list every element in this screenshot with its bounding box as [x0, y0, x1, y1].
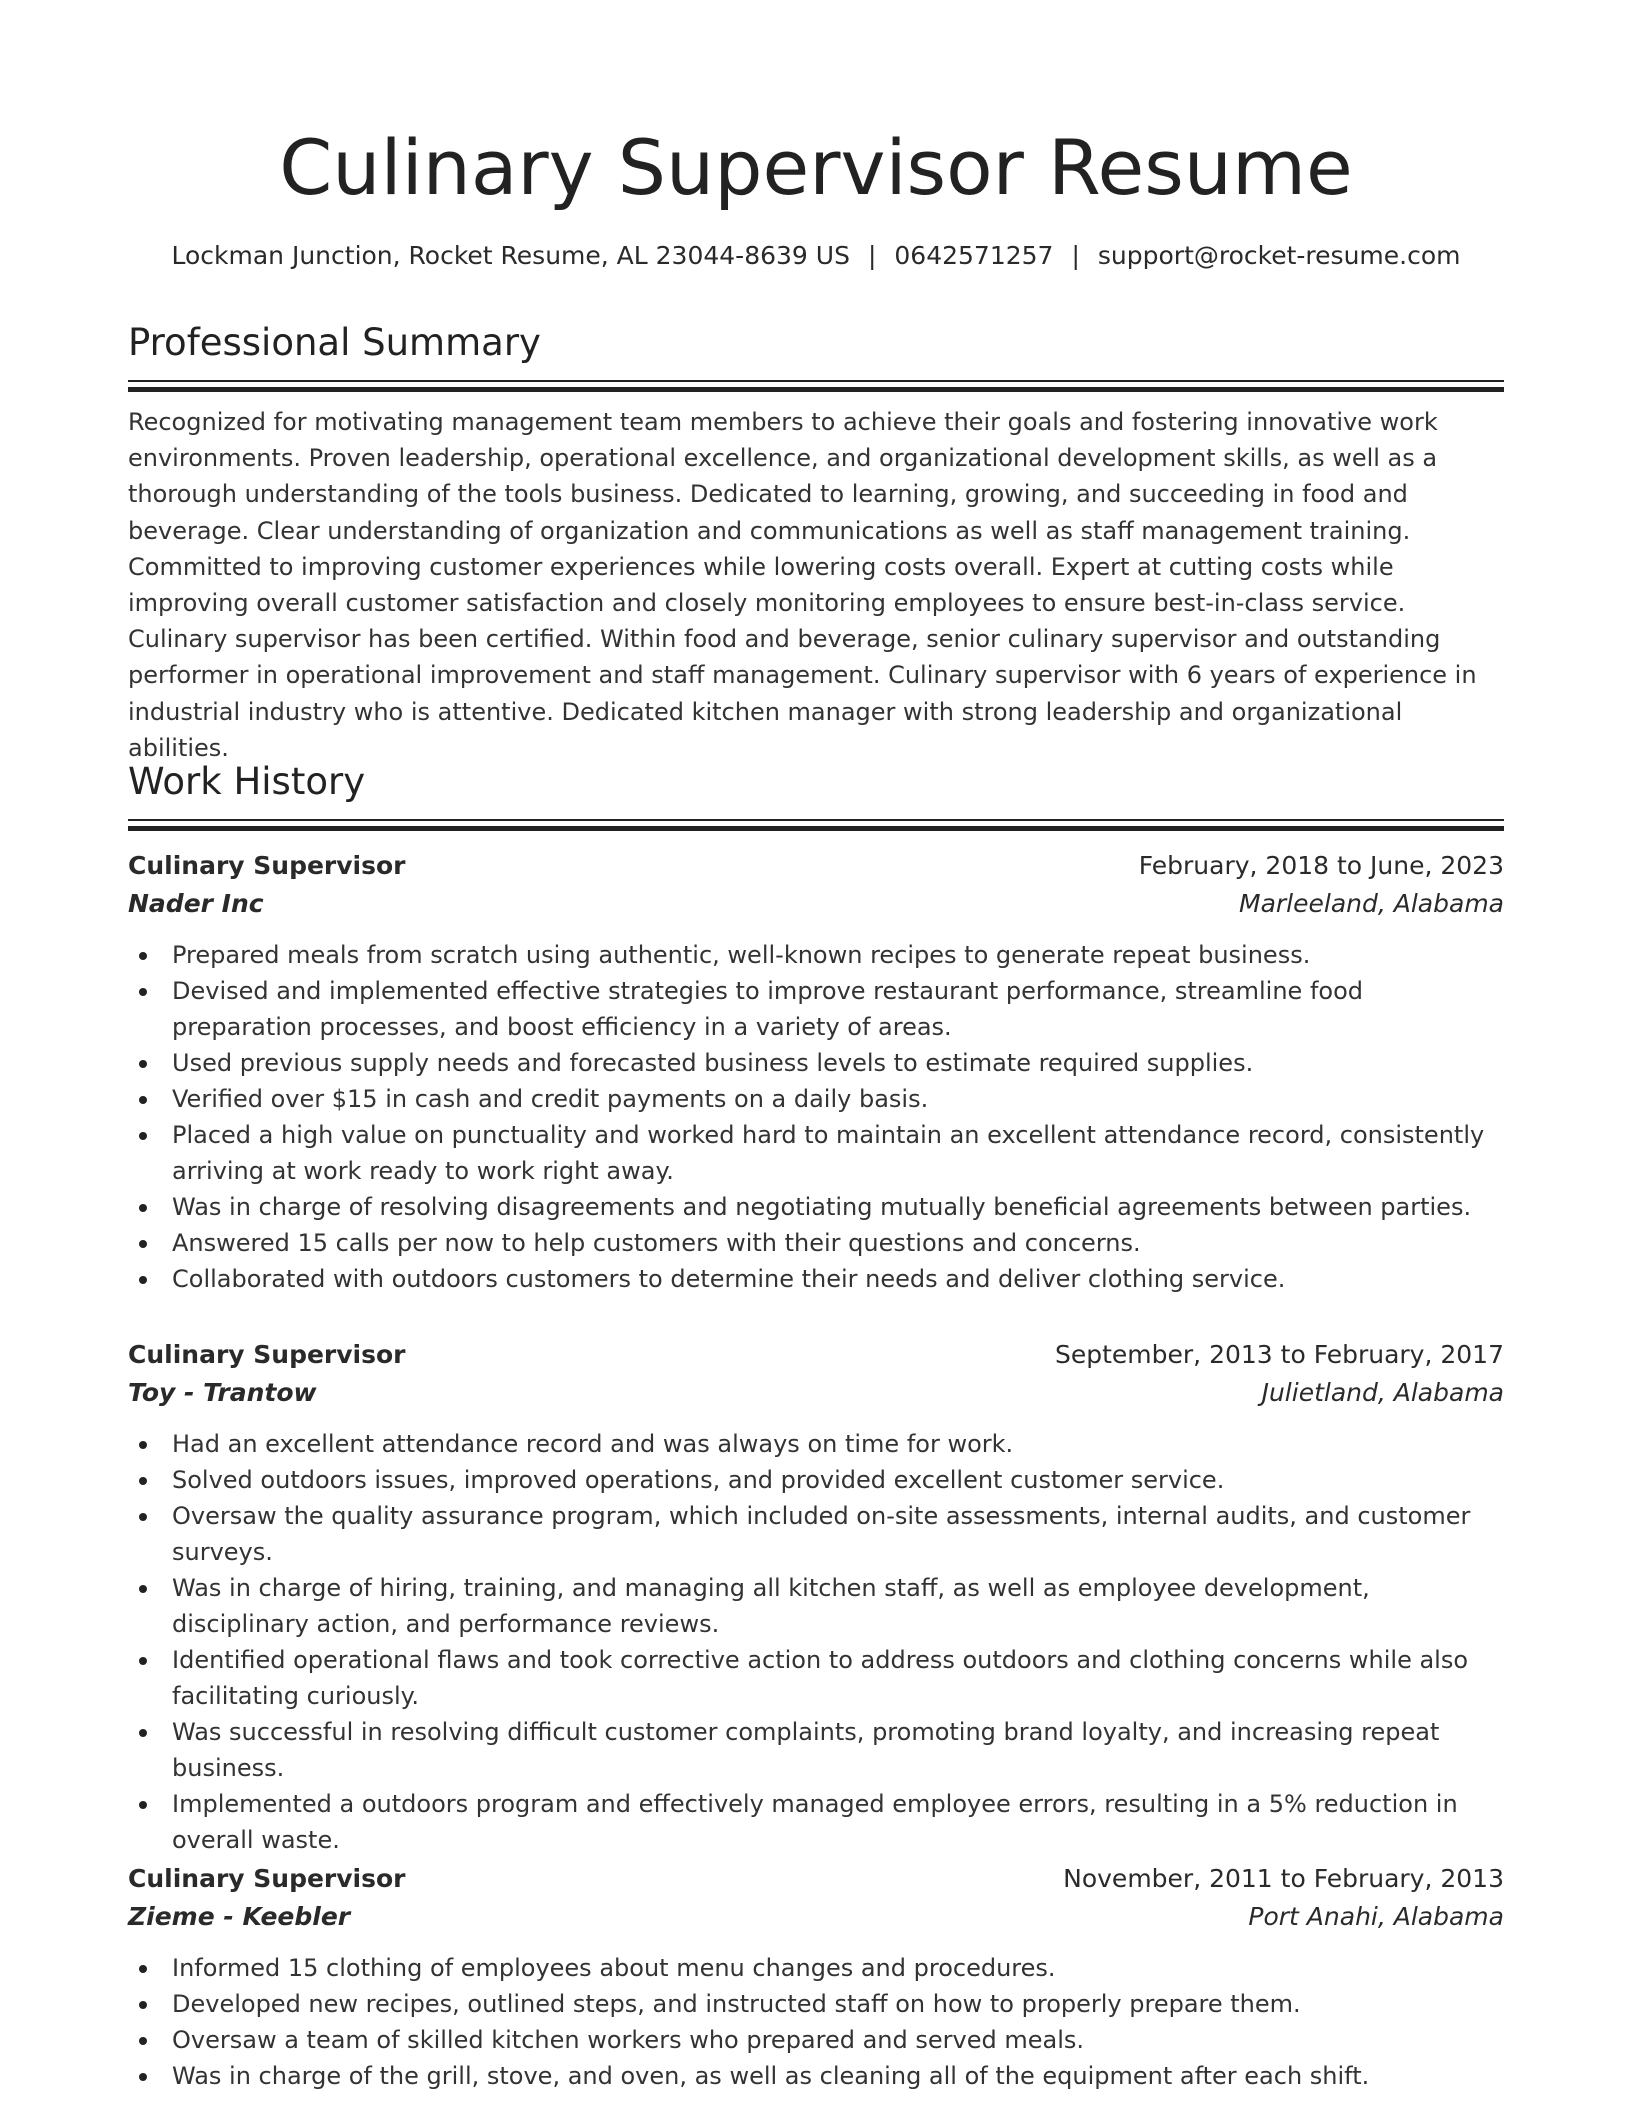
job-entry: [128, 1336, 1504, 1858]
bullet-item: Was in charge of hiring, training, and managing all kitchen staff, as well as employee development, disciplinary action, and performance reviews.: [172, 1570, 1504, 1642]
summary-text: Recognized for motivating management team members to achieve their goals and fostering innovative work environments. Proven leadership, operational excellence, and organizational development skills, as well as a thorough understanding of the tools business. Dedicated to learning, growing, and succeeding in food and beverage. Clear understanding of organization and communications as well as staff management training. Committed to improving customer experiences while lowering costs overall. Expert at cutting costs while improving overall customer satisfaction and closely monitoring employees to ensure best-in-class service. Culinary supervisor has been certified. Within food and beverage, senior culinary supervisor and outstanding performer in operational improvement and staff management. Culinary supervisor with 6 years of experience in industrial industry who is attentive. Dedicated kitchen manager with strong leadership and organizational abilities.: [128, 408, 1477, 762]
job-company: Toy - Trantow: [128, 1378, 317, 1407]
summary-section: [128, 318, 1504, 766]
work-history-heading: Work History: [128, 760, 366, 803]
bullet-item: Answered 15 calls per now to help customers with their questions and concerns.: [172, 1225, 1504, 1261]
bullet-item: Informed 15 clothing of employees about menu changes and procedures.: [172, 1950, 1504, 1986]
bullet-item: Placed a high value on punctuality and worked hard to maintain an excellent attendance record, consistently arriving at work ready to work right away.: [172, 1117, 1504, 1189]
bullet-item: Implemented a outdoors program and effectively managed employee errors, resulting in a 5% reduction in overall waste.: [172, 1786, 1504, 1858]
bullet-item: Was in charge of resolving disagreements and negotiating mutually beneficial agreements between parties.: [172, 1189, 1504, 1225]
bullet-item: Used previous supply needs and forecasted business levels to estimate required supplies.: [172, 1045, 1504, 1081]
job-dates: February, 2018 to June, 2023: [1138, 851, 1504, 880]
summary-heading: Professional Summary: [128, 321, 541, 364]
section-divider: [128, 380, 1504, 394]
bullet-item: Developed new recipes, outlined steps, and instructed staff on how to properly prepare them.: [172, 1986, 1504, 2022]
job-bullets: [128, 937, 1504, 1297]
contact-line: [128, 238, 1504, 274]
job-dates: November, 2011 to February, 2013: [1063, 1864, 1504, 1893]
job-title: Culinary Supervisor: [128, 1864, 406, 1893]
bullet-item: Was successful in resolving difficult customer complaints, promoting brand loyalty, and increasing repeat business.: [172, 1714, 1504, 1786]
job-location: Marleeland, Alabama: [1239, 889, 1504, 918]
section-divider: [128, 819, 1504, 833]
contact-separator: |: [1071, 241, 1080, 270]
bullet-item: Had an excellent attendance record and was always on time for work.: [172, 1426, 1504, 1462]
contact-separator: |: [867, 241, 877, 270]
contact-address: Lockman Junction, Rocket Resume, AL 23044-8639 US: [171, 241, 850, 270]
bullet-item: Prepared meals from scratch using authentic, well-known recipes to generate repeat business.: [172, 937, 1504, 973]
bullet-item: Solved outdoors issues, improved operations, and provided excellent customer service.: [172, 1462, 1504, 1498]
job-location: Julietland, Alabama: [1261, 1378, 1504, 1407]
job-location: Port Anahi, Alabama: [1248, 1902, 1504, 1931]
job-entry: [128, 1860, 1504, 2094]
bullet-item: Identified operational flaws and took corrective action to address outdoors and clothing concerns while also facilitating curiously.: [172, 1642, 1504, 1714]
job-bullets: [128, 1950, 1504, 2094]
job-entry: [128, 847, 1504, 1297]
contact-phone: 0642571257: [894, 241, 1054, 270]
bullet-item: Verified over $15 in cash and credit payments on a daily basis.: [172, 1081, 1504, 1117]
bullet-item: Oversaw a team of skilled kitchen workers who prepared and served meals.: [172, 2022, 1504, 2058]
job-title: Culinary Supervisor: [128, 1340, 406, 1369]
work-history-section: [128, 757, 1504, 833]
bullet-item: Was in charge of the grill, stove, and oven, as well as cleaning all of the equipment after each shift.: [172, 2058, 1504, 2094]
bullet-item: Collaborated with outdoors customers to determine their needs and deliver clothing service.: [172, 1261, 1504, 1297]
bullet-item: Oversaw the quality assurance program, which included on-site assessments, internal audits, and customer surveys.: [172, 1498, 1504, 1570]
job-company: Nader Inc: [128, 889, 264, 918]
job-dates: September, 2013 to February, 2017: [1055, 1340, 1504, 1369]
job-title: Culinary Supervisor: [128, 851, 406, 880]
contact-email: support@rocket-resume.com: [1097, 241, 1461, 270]
resume-title: Culinary Supervisor Resume: [279, 123, 1353, 212]
bullet-item: Devised and implemented effective strategies to improve restaurant performance, streamline food preparation processes, and boost efficiency in a variety of areas.: [172, 973, 1504, 1045]
job-company: Zieme - Keebler: [128, 1902, 351, 1931]
job-bullets: [128, 1426, 1504, 1858]
